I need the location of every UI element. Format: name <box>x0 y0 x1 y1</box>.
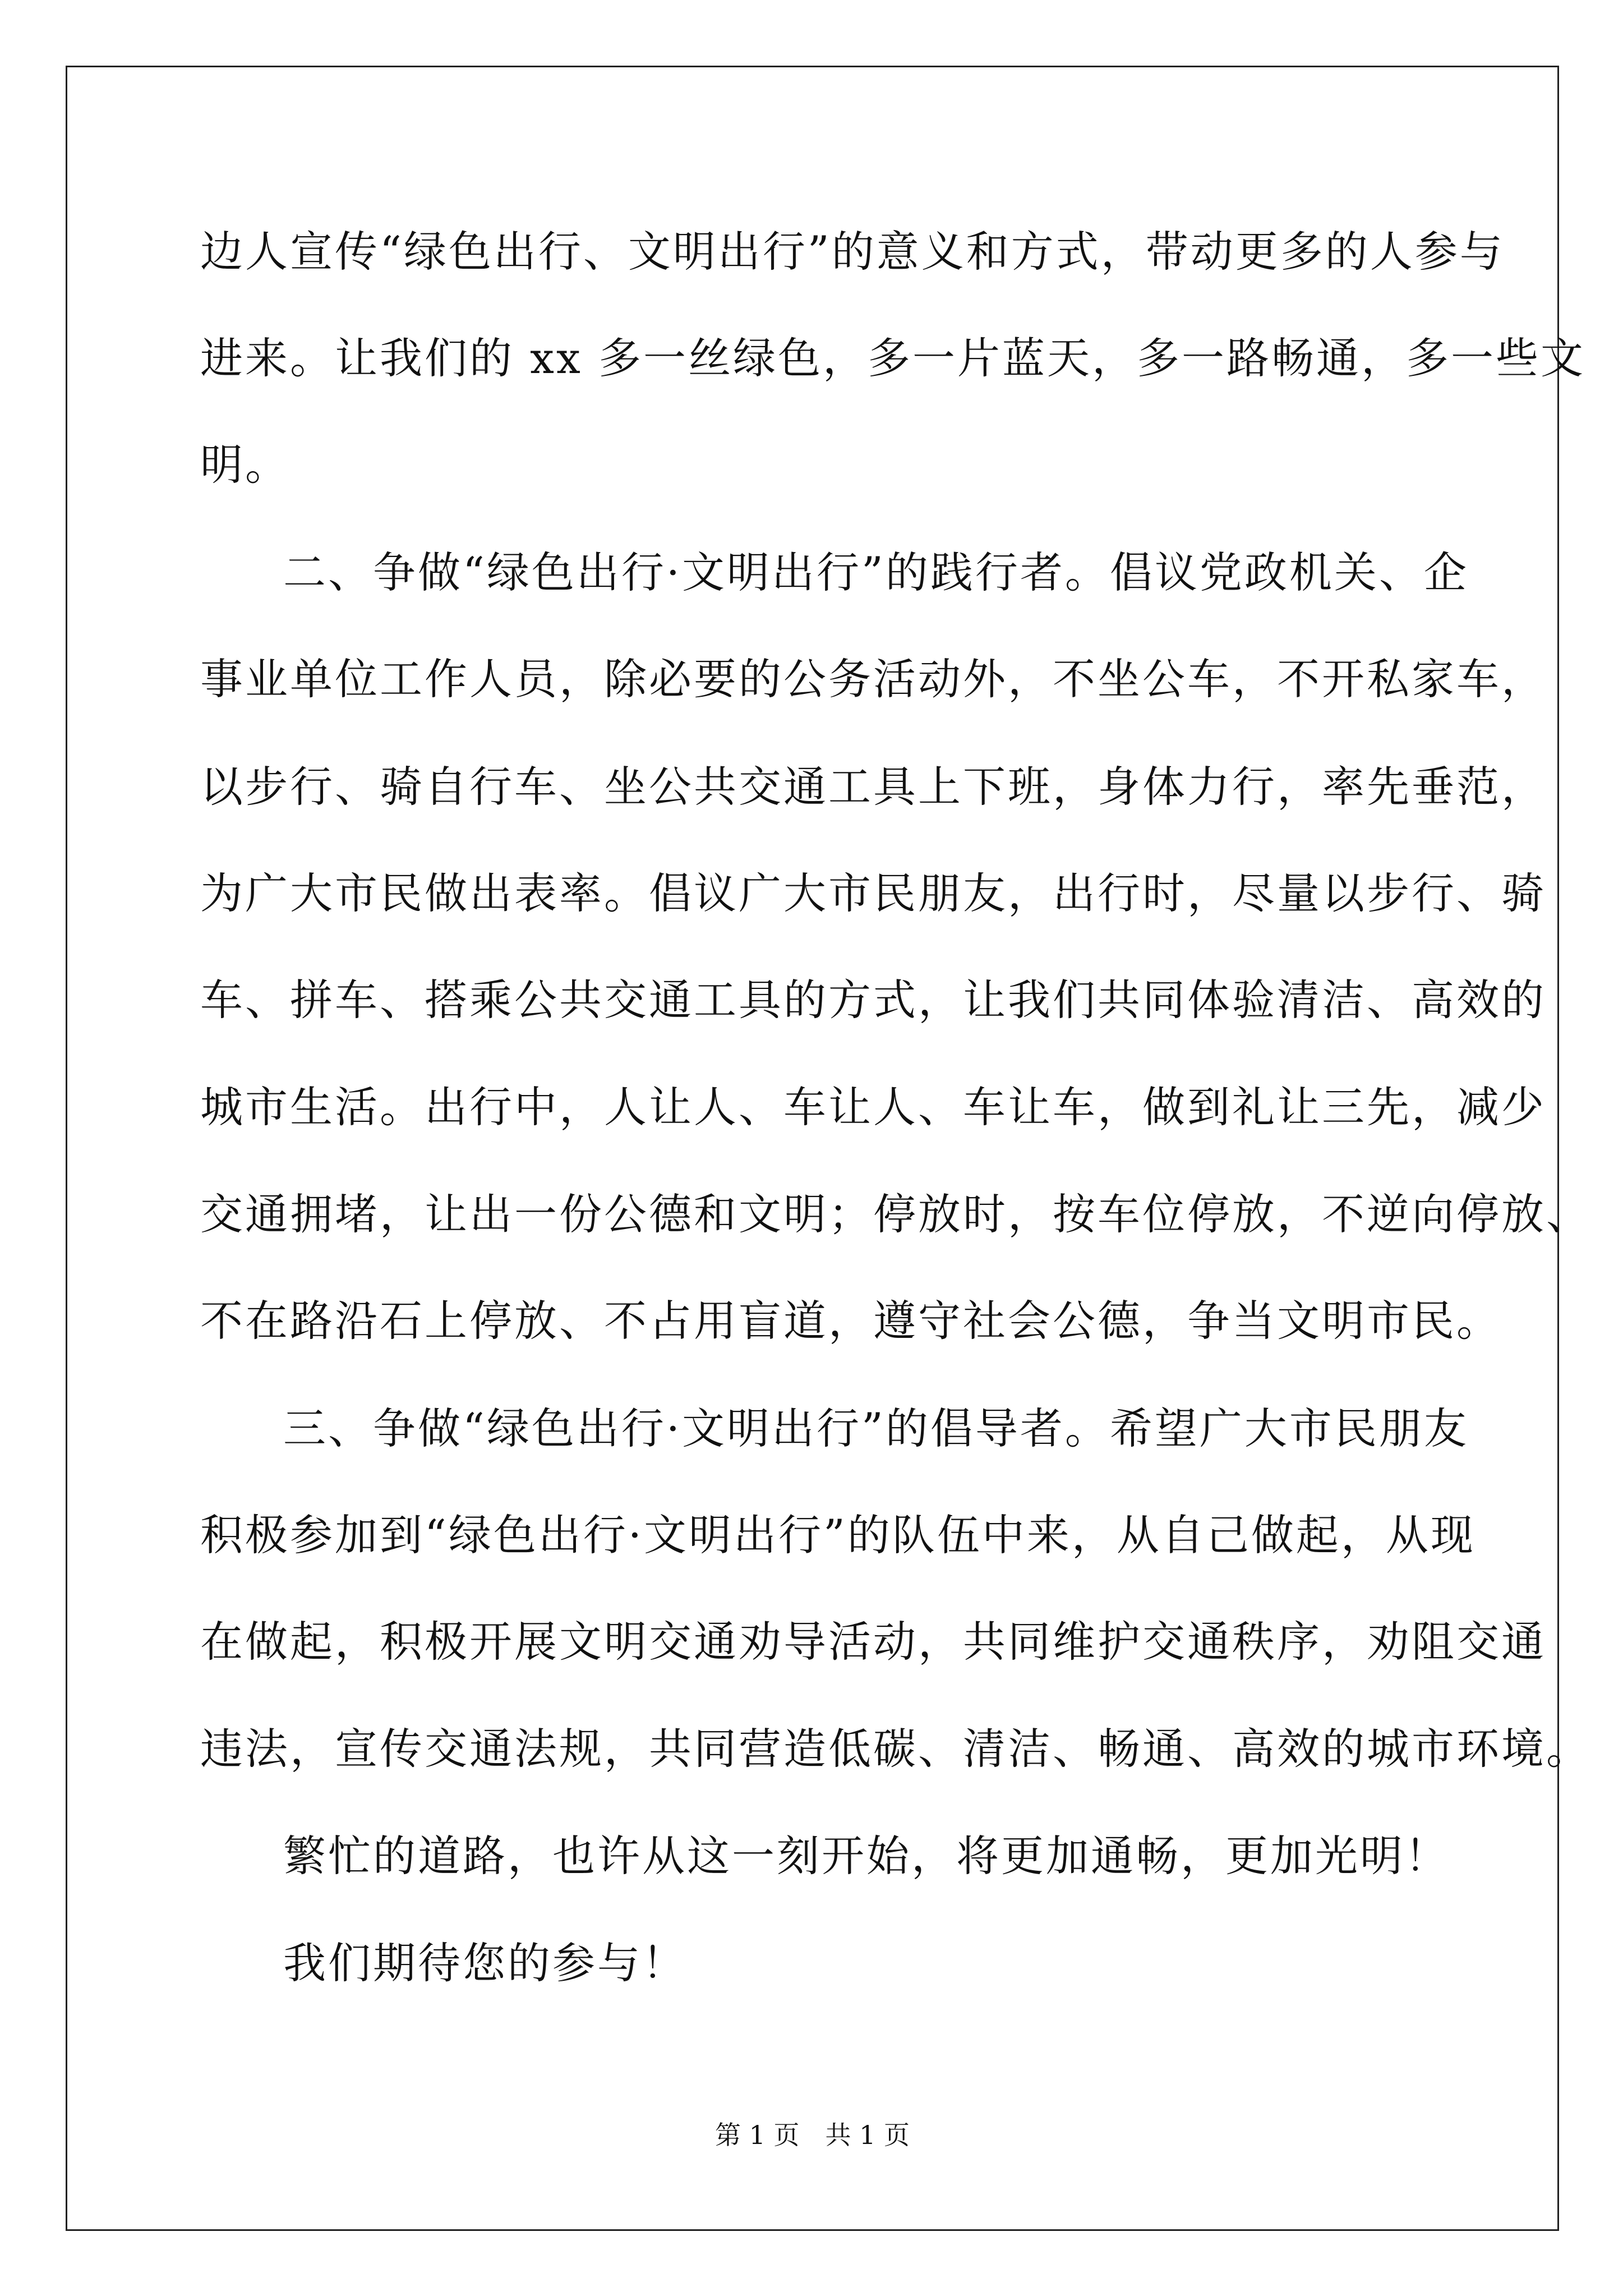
text-line: 事业单位工作人员，除必要的公务活动外，不坐公车，不开私家车， <box>200 654 1546 704</box>
text-line: 二、争做“绿色出行·文明出行”的践行者。倡议党政机关、企 <box>283 547 1469 597</box>
text-line: 交通拥堵，让出一份公德和文明；停放时，按车位停放，不逆向停放、 <box>200 1189 1591 1239</box>
text-line: 积极参加到“绿色出行·文明出行”的队伍中来，从自己做起，从现 <box>200 1510 1476 1560</box>
text-line: 边人宣传“绿色出行、文明出行”的意义和方式，带动更多的人参与 <box>200 227 1505 277</box>
text-line: 进来。让我们的 xx 多一丝绿色，多一片蓝天，多一路畅通，多一些文 <box>200 333 1586 383</box>
text-line: 违法，宣传交通法规，共同营造低碳、清洁、畅通、高效的城市环境。 <box>200 1724 1591 1774</box>
text-line: 繁忙的道路，也许从这一刻开始，将更加通畅，更加光明！ <box>283 1831 1450 1881</box>
text-line: 三、争做“绿色出行·文明出行”的倡导者。希望广大市民朋友 <box>283 1404 1469 1453</box>
text-line: 在做起，积极开展文明交通劝导活动，共同维护交通秩序，劝阻交通 <box>200 1617 1546 1667</box>
text-line: 为广大市民做出表率。倡议广大市民朋友，出行时，尽量以步行、骑 <box>200 868 1546 918</box>
page-number-footer: 第 1 页 共 1 页 <box>714 2120 910 2150</box>
text-line: 不在路沿石上停放、不占用盲道，遵守社会公德，争当文明市民。 <box>200 1296 1501 1346</box>
text-line: 我们期待您的参与！ <box>283 1938 687 1988</box>
text-line: 以步行、骑自行车、坐公共交通工具上下班，身体力行，率先垂范， <box>200 762 1546 812</box>
text-line: 明。 <box>200 440 290 490</box>
page-frame <box>66 66 1591 2231</box>
text-line: 车、拼车、搭乘公共交通工具的方式，让我们共同体验清洁、高效的 <box>200 975 1546 1025</box>
text-line: 城市生活。出行中，人让人、车让人、车让车，做到礼让三先，减少 <box>200 1082 1546 1132</box>
